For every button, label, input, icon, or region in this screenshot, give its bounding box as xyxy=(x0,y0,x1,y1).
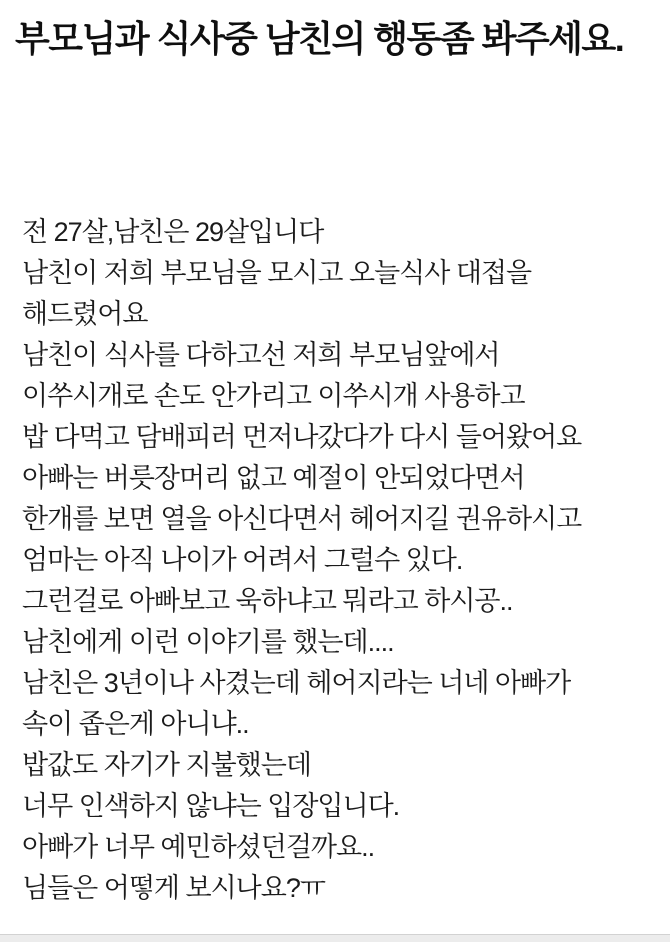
body-line: 아빠가 너무 예민하셨던걸까요.. xyxy=(22,832,375,862)
body-line: 남친에게 이런 이야기를 했는데.... xyxy=(22,627,394,657)
body-line: 밥값도 자기가 지불했는데 xyxy=(22,750,311,780)
body-line: 해드렸어요 xyxy=(22,299,148,329)
body-line: 남친이 저희 부모님을 모시고 오늘식사 대접을 xyxy=(22,258,532,288)
body-line: 밥 다먹고 담배피러 먼저나갔다가 다시 들어왔어요 xyxy=(22,422,582,452)
body-line: 이쑤시개로 손도 안가리고 이쑤시개 사용하고 xyxy=(22,381,525,411)
body-line: 속이 좁은게 아니냐.. xyxy=(22,709,249,739)
body-line: 너무 인색하지 않냐는 입장입니다. xyxy=(22,791,400,821)
body-line: 한개를 보면 열을 아신다면서 헤어지길 권유하시고 xyxy=(22,504,582,534)
body-line: 그런걸로 아빠보고 욱하냐고 뭐라고 하시공.. xyxy=(22,586,513,616)
body-line: 아빠는 버릇장머리 없고 예절이 안되었다면서 xyxy=(22,463,525,493)
post-title: 부모님과 식사중 남친의 행동좀 봐주세요. xyxy=(15,18,624,59)
bottom-divider-band xyxy=(0,934,670,942)
body-line: 남친은 3년이나 사겼는데 헤어지라는 너네 아빠가 xyxy=(22,668,571,698)
body-line: 엄마는 아직 나이가 어려서 그럴수 있다. xyxy=(22,545,463,575)
body-line: 님들은 어떻게 보시나요?ㅠ xyxy=(22,873,325,903)
body-line: 남친이 식사를 다하고선 저희 부모님앞에서 xyxy=(22,340,500,370)
post-body xyxy=(22,212,656,909)
body-line: 전 27살,남친은 29살입니다 xyxy=(22,217,324,247)
